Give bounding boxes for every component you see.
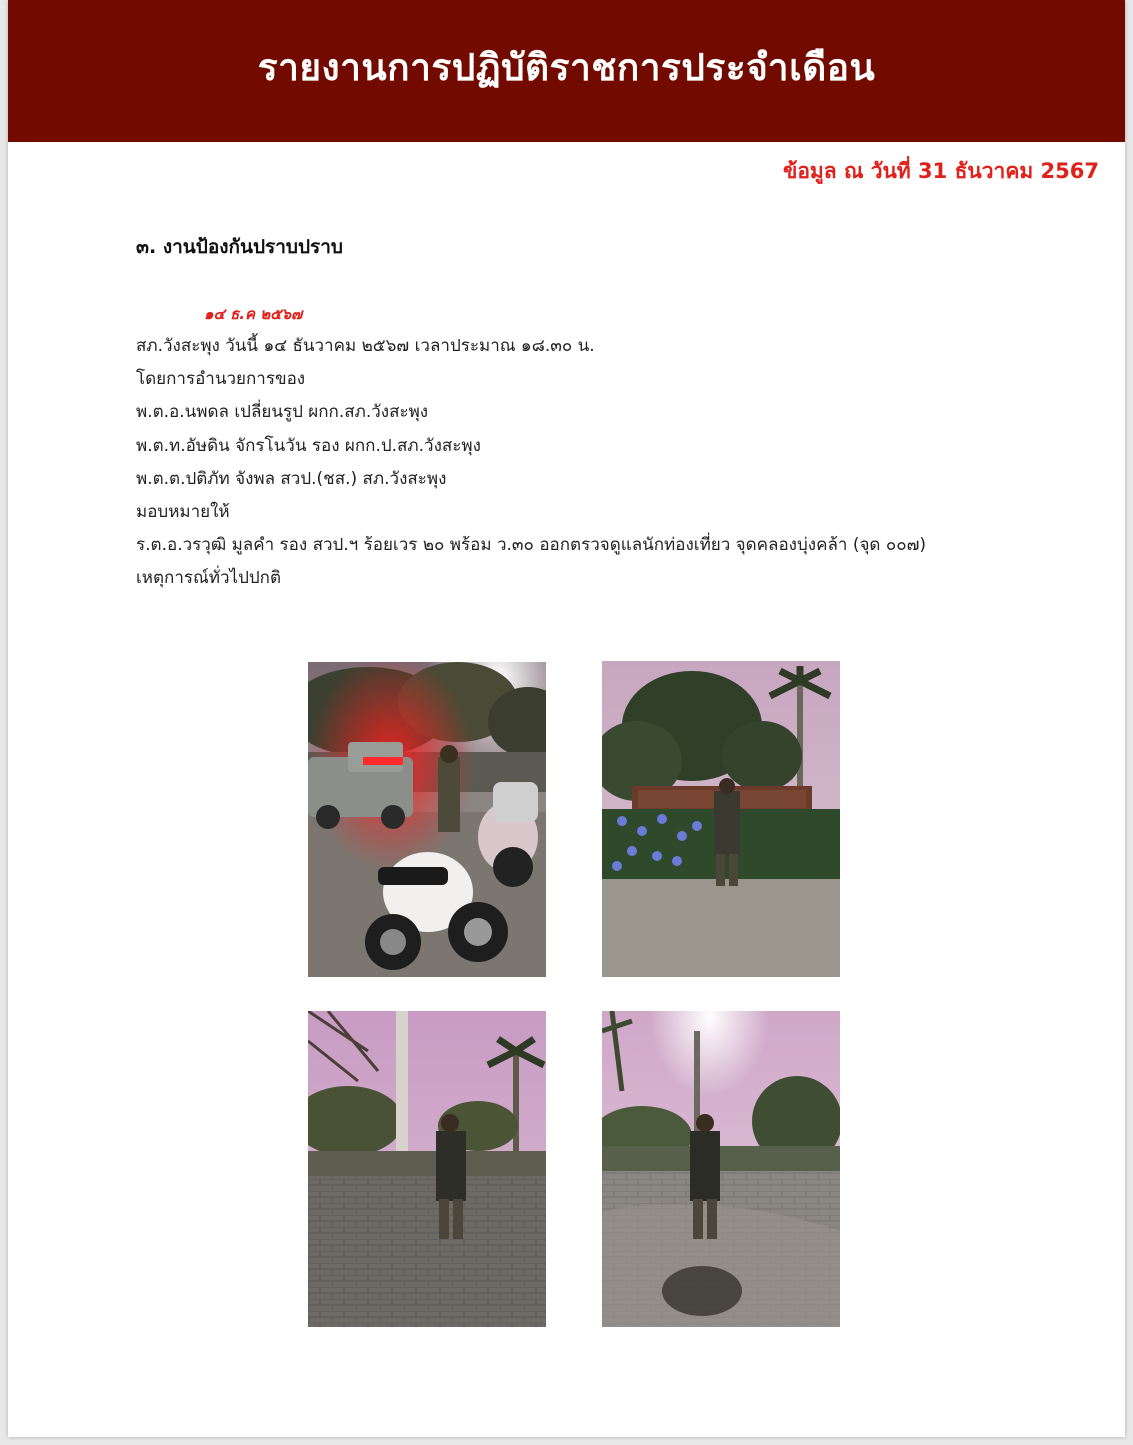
page-title: รายงานการปฏิบัติราชการประจำเดือน (257, 45, 876, 89)
body-line: สภ.วังสะพุง วันนี้ ๑๔ ธันวาคม ๒๕๖๗ เวลาประมาณ ๑๘.๓๐ น. (136, 336, 595, 356)
header-banner (8, 0, 1125, 142)
body-line: มอบหมายให้ (136, 501, 230, 522)
body-line: เหตุการณ์ทั่วไปปกติ (136, 568, 282, 589)
body-line: ร.ต.อ.วรวุฒิ มูลคำ รอง สวป.ฯ ร้อยเวร ๒๐ พร้อม ว.๓๐ ออกตรวจดูแลนักท่องเที่ยว จุดคลองบุ่งคล้า (จุด ๐๐๗) (136, 535, 927, 556)
body-line: พ.ต.อ.นพดล เปลี่ยนรูป ผกก.สภ.วังสะพุง (136, 402, 429, 423)
body-line: โดยการอำนวยการของ (136, 369, 306, 390)
patrol-photo-park-sign (602, 661, 840, 977)
patrol-photo-brick-path (308, 1011, 546, 1327)
report-body (136, 332, 1096, 598)
entry-date: ๑๔ ธ.ค ๒๕๖๗ (204, 305, 303, 323)
report-page (8, 0, 1125, 1437)
patrol-photo-dusk-path (602, 1011, 840, 1327)
patrol-photo-truck (308, 662, 546, 977)
body-line: พ.ต.ท.อัษดิน จักรโนวัน รอง ผกก.ป.สภ.วังสะพุง (136, 435, 481, 456)
body-line: พ.ต.ต.ปติภัท จังพล สวป.(ชส.) สภ.วังสะพุง (136, 468, 447, 489)
report-date: ข้อมูล ณ วันที่ 31 ธันวาคม 2567 (782, 159, 1099, 183)
section-heading: ๓. งานป้องกันปราบปราบ (136, 236, 343, 258)
